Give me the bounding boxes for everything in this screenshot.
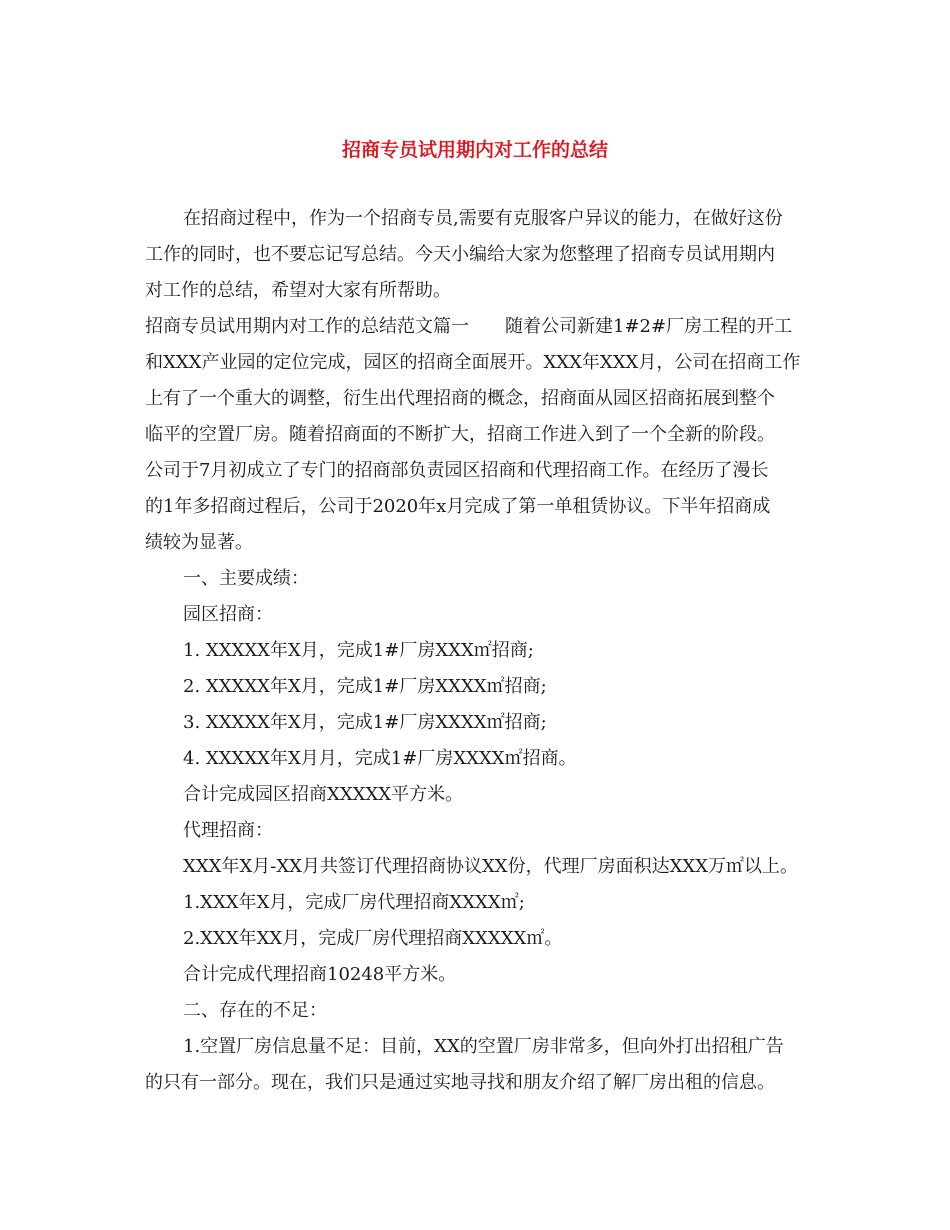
list-item: 1. XXXXX年X月，完成1#厂房XXX㎡招商; bbox=[183, 640, 534, 661]
paragraph-line: 和XXX产业园的定位完成，园区的招商全面展开。XXX年XXX月，公司在招商工作 bbox=[145, 352, 801, 373]
paragraph-line: 对工作的总结，希望对大家有所帮助。 bbox=[145, 280, 451, 301]
subsection-heading: 园区招商： bbox=[183, 604, 273, 625]
paragraph-line: 上有了一个重大的调整，衍生出代理招商的概念，招商面从园区招商拓展到整个 bbox=[145, 388, 775, 409]
list-item: 3. XXXXX年X月，完成1#厂房XXXX㎡招商; bbox=[183, 712, 547, 733]
paragraph-line: 1.空置厂房信息量不足：目前，XX的空置厂房非常多，但向外打出招租广告 bbox=[183, 1036, 784, 1057]
summary-line: 合计完成代理招商10248平方米。 bbox=[183, 964, 457, 985]
list-item: 2.XXX年XX月，完成厂房代理招商XXXXX㎡。 bbox=[183, 928, 563, 949]
summary-line: 合计完成园区招商XXXXX平方米。 bbox=[183, 784, 464, 805]
list-item: 4. XXXXX年X月月，完成1#厂房XXXX㎡招商。 bbox=[183, 748, 577, 769]
paragraph-line: 招商专员试用期内对工作的总结范文篇一 随着公司新建1#2#厂房工程的开工 bbox=[145, 316, 793, 337]
section-heading: 一、主要成绩： bbox=[183, 568, 309, 589]
paragraph-line: 绩较为显著。 bbox=[145, 532, 253, 553]
paragraph-line: 工作的同时，也不要忘记写总结。今天小编给大家为您整理了招商专员试用期内 bbox=[145, 244, 775, 265]
paragraph-line: 临平的空置厂房。随着招商面的不断扩大，招商工作进入到了一个全新的阶段。 bbox=[145, 424, 775, 445]
subsection-heading: 代理招商： bbox=[183, 820, 273, 841]
paragraph-line: 的1年多招商过程后，公司于2020年x月完成了第一单租赁协议。下半年招商成 bbox=[145, 496, 771, 517]
paragraph-line: 在招商过程中，作为一个招商专员,需要有克服客户异议的能力，在做好这份 bbox=[183, 208, 783, 229]
paragraph-line: XXX年X月-XX月共签订代理招商协议XX份，代理厂房面积达XXX万㎡以上。 bbox=[183, 856, 799, 877]
document-title: 招商专员试用期内对工作的总结 bbox=[341, 139, 608, 161]
list-item: 1.XXX年X月，完成厂房代理招商XXXX㎡; bbox=[183, 892, 525, 913]
paragraph-line: 公司于7月初成立了专门的招商部负责园区招商和代理招商工作。在经历了漫长 bbox=[145, 460, 769, 481]
list-item: 2. XXXXX年X月，完成1#厂房XXXX㎡招商; bbox=[183, 676, 547, 697]
section-heading: 二、存在的不足： bbox=[183, 1000, 327, 1021]
paragraph-line: 的只有一部分。现在，我们只是通过实地寻找和朋友介绍了解厂房出租的信息。 bbox=[145, 1072, 775, 1093]
